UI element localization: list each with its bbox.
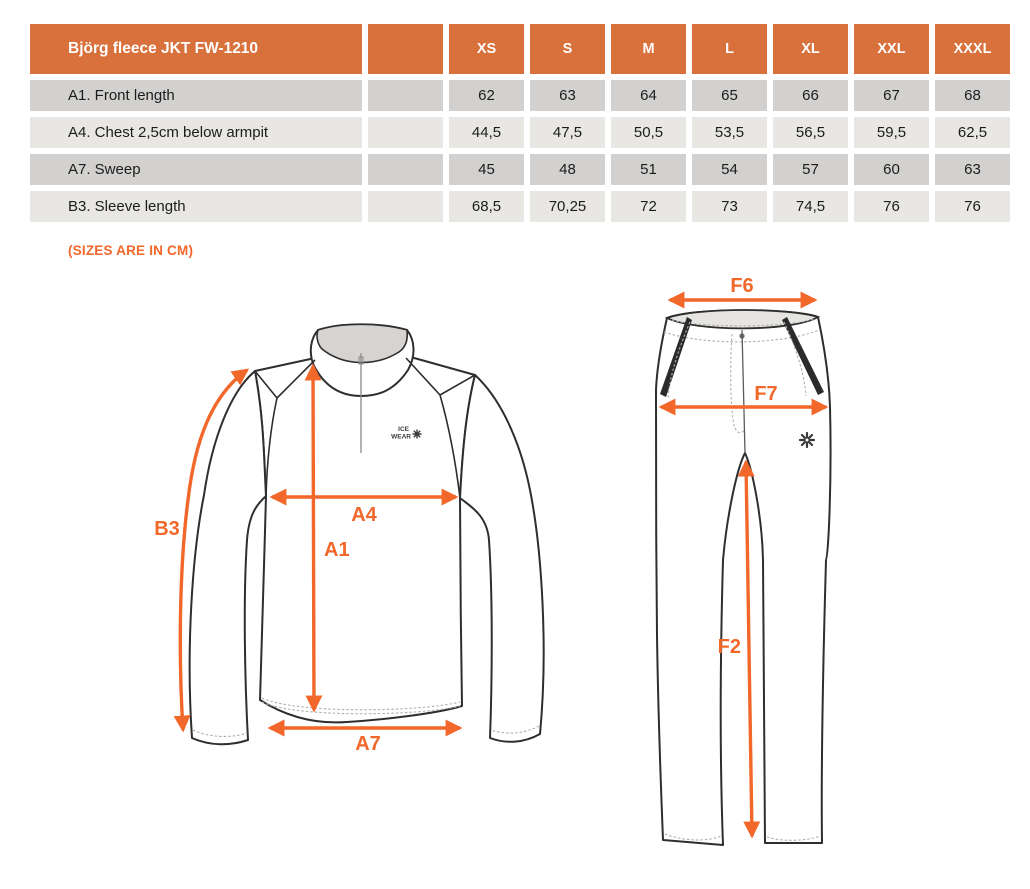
value-cell: 59,5: [854, 117, 929, 148]
jacket-diagram: [140, 300, 560, 770]
value-cell: 68,5: [449, 191, 524, 222]
pants-diagram: [620, 270, 905, 885]
value-cell: 64: [611, 80, 686, 111]
pants-f2-arrow: [746, 462, 752, 836]
pants-f7-label: F7: [754, 383, 778, 405]
svg-text:ICE: ICE: [398, 426, 409, 433]
size-header: XS: [449, 24, 524, 74]
row-label: A4. Chest 2,5cm below armpit: [30, 117, 362, 148]
row-label: A1. Front length: [30, 80, 362, 111]
value-cell: 66: [773, 80, 848, 111]
jacket-left-sleeve: [190, 371, 266, 744]
row-spacer-cell: [368, 80, 443, 111]
value-cell: 54: [692, 154, 767, 185]
size-header: XL: [773, 24, 848, 74]
value-cell: 73: [692, 191, 767, 222]
value-cell: 57: [773, 154, 848, 185]
pants-f6-label: F6: [730, 275, 754, 297]
jacket-right-sleeve: [460, 375, 544, 742]
row-label: B3. Sleeve length: [30, 191, 362, 222]
value-cell: 70,25: [530, 191, 605, 222]
table-title: Björg fleece JKT FW-1210: [30, 24, 362, 74]
row-label: A7. Sweep: [30, 154, 362, 185]
value-cell: 47,5: [530, 117, 605, 148]
size-header: M: [611, 24, 686, 74]
value-cell: 72: [611, 191, 686, 222]
value-cell: 48: [530, 154, 605, 185]
value-cell: 65: [692, 80, 767, 111]
pants-f2-label: F2: [717, 636, 741, 658]
value-cell: 53,5: [692, 117, 767, 148]
size-header: XXXL: [935, 24, 1010, 74]
header-spacer-cell: [368, 24, 443, 74]
jacket-a1-label: A1: [324, 539, 350, 561]
jacket-body: [255, 356, 475, 722]
size-table: [30, 24, 1010, 222]
size-header: L: [692, 24, 767, 74]
value-cell: 44,5: [449, 117, 524, 148]
snowflake-icon: [413, 430, 422, 439]
size-header: XXL: [854, 24, 929, 74]
value-cell: 45: [449, 154, 524, 185]
jacket-a4-label: A4: [351, 504, 377, 526]
jacket-a7-label: A7: [355, 733, 381, 755]
value-cell: 62: [449, 80, 524, 111]
value-cell: 67: [854, 80, 929, 111]
row-spacer-cell: [368, 117, 443, 148]
value-cell: 76: [935, 191, 1010, 222]
value-cell: 62,5: [935, 117, 1010, 148]
value-cell: 60: [854, 154, 929, 185]
units-note: (SIZES ARE IN CM): [68, 243, 194, 258]
value-cell: 68: [935, 80, 1010, 111]
value-cell: 76: [854, 191, 929, 222]
row-spacer-cell: [368, 154, 443, 185]
value-cell: 50,5: [611, 117, 686, 148]
svg-text:WEAR: WEAR: [391, 433, 411, 441]
value-cell: 63: [530, 80, 605, 111]
value-cell: 56,5: [773, 117, 848, 148]
value-cell: 63: [935, 154, 1010, 185]
jacket-a1-arrow: [313, 366, 314, 710]
row-spacer-cell: [368, 191, 443, 222]
snowflake-icon: [800, 433, 814, 447]
size-header: S: [530, 24, 605, 74]
value-cell: 51: [611, 154, 686, 185]
jacket-b3-label: B3: [154, 518, 180, 540]
value-cell: 74,5: [773, 191, 848, 222]
